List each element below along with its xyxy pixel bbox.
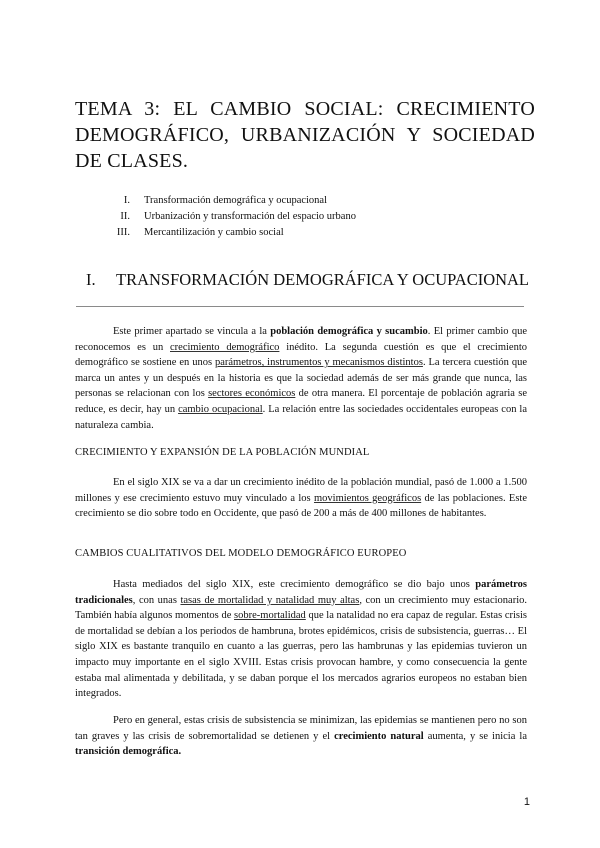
document-title: TEMA 3: EL CAMBIO SOCIAL: CRECIMIENTO DEMOGRÁFICO, URBANIZACIÓN Y SOCIEDAD DE CLASES. bbox=[75, 98, 535, 172]
toc-item-number: I. bbox=[123, 195, 130, 206]
paragraph-traditional-parameters bbox=[75, 577, 527, 702]
section-divider bbox=[76, 306, 524, 307]
page-number: 1 bbox=[523, 796, 530, 808]
text-run: . El primer cambio que reconocemos es un bbox=[75, 326, 527, 353]
underlined-term: movimientos geográficos bbox=[313, 492, 422, 504]
toc-item-label: Transformación demográfica y ocupacional bbox=[144, 195, 328, 206]
text-run: de las poblaciones. Este crecimiento se dio sobre todo en Occidente, que pasó de 200 a más de 400 millones de habitantes. bbox=[75, 492, 528, 520]
section-number: I. bbox=[86, 270, 96, 289]
bold-term: población demográfica y sucambio bbox=[270, 326, 428, 337]
text-run: . La relación entre las sociedades occidentales europeas con la naturaleza cambia. bbox=[75, 403, 527, 431]
text-run: aumenta, y se inicia la bbox=[423, 730, 527, 742]
text-run: . La tercera cuestión que marca un antes y un después en la historia es que la sociedad además de ser más grande que nunca, las personas se relacionan con los bbox=[75, 357, 528, 400]
table-of-contents bbox=[108, 193, 488, 241]
underlined-term: crecimiento demográfico bbox=[170, 341, 280, 353]
paragraph-population-growth bbox=[75, 475, 527, 522]
text-run: que la natalidad no era capaz de regular. Estas crisis de mortalidad se debían a los periodos de hambruna, brotes epidémicos, crisis de subsistencia, guerras… El siglo XIX es bastante tranquilo en cuanto a las guerras, pero las hambrunas y las epidemias tuvieron un impacto muy importante en el siglo XVIII. Estas crisis provocan hambre, y como consecuencia la gente estaba mal alimentada y debilitada, y se daban porque el los mercados agrarios europeos no estaban bien integrados. bbox=[75, 610, 527, 700]
text-run: Este primer apartado se vincula a la bbox=[113, 326, 271, 337]
text-run: En el siglo XIX se va a dar un crecimiento inédito de la población mundial, pasó de 1.000 a 1.500 millones y ese crecimiento estuvo muy vinculado a los bbox=[75, 477, 527, 504]
underlined-term: sectores económicos bbox=[208, 388, 296, 400]
subheading-population-growth: CRECIMIENTO Y EXPANSIÓN DE LA POBLACIÓN MUNDIAL bbox=[75, 447, 370, 458]
bold-term: crecimiento natural bbox=[334, 730, 424, 742]
toc-item-label: Urbanización y transformación del espacio urbano bbox=[144, 211, 356, 222]
paragraph-demographic-transition bbox=[75, 713, 527, 760]
underlined-term: parámetros, instrumentos y mecanismos distintos bbox=[214, 357, 423, 369]
toc-item-number: III. bbox=[116, 227, 130, 238]
text-run: Hasta mediados del siglo XIX, este crecimiento demográfico se dio bajo unos bbox=[113, 579, 476, 590]
toc-item bbox=[108, 193, 488, 209]
bold-term: transición demográfica. bbox=[75, 746, 182, 758]
toc-item-label: Mercantilización y cambio social bbox=[144, 227, 284, 238]
text-run: , con unas bbox=[132, 594, 181, 606]
text-run: inédito. La segunda cuestión es que el crecimiento demográfico se sostiene en unos bbox=[75, 341, 527, 369]
underlined-term: tasas de mortalidad y natalidad muy altas bbox=[180, 594, 360, 606]
toc-item bbox=[108, 209, 488, 225]
section-title: TRANSFORMACIÓN DEMOGRÁFICA Y OCUPACIONAL bbox=[116, 270, 530, 289]
toc-item-number: II. bbox=[120, 211, 130, 222]
text-run: de otra manera. El porcentaje de población agraria se reduce, es decir, hay un bbox=[75, 388, 527, 415]
section-heading bbox=[86, 270, 536, 290]
subheading-qualitative-changes: CAMBIOS CUALITATIVOS DEL MODELO DEMOGRÁFICO EUROPEO bbox=[75, 548, 407, 559]
paragraph-intro bbox=[75, 324, 527, 433]
toc-item bbox=[108, 225, 488, 241]
text-run: Pero en general, estas crisis de subsistencia se minimizan, las epidemias se mantienen pero no son tan graves y las crisis de sobremortalidad se detienen y el bbox=[75, 715, 527, 742]
underlined-term: sobre-mortalidad bbox=[234, 610, 306, 622]
text-run: , con un crecimiento muy estacionario. También había algunos momentos de bbox=[75, 594, 527, 622]
bold-term: parámetros tradicionales bbox=[75, 579, 527, 606]
underlined-term: cambio ocupacional bbox=[178, 403, 263, 415]
